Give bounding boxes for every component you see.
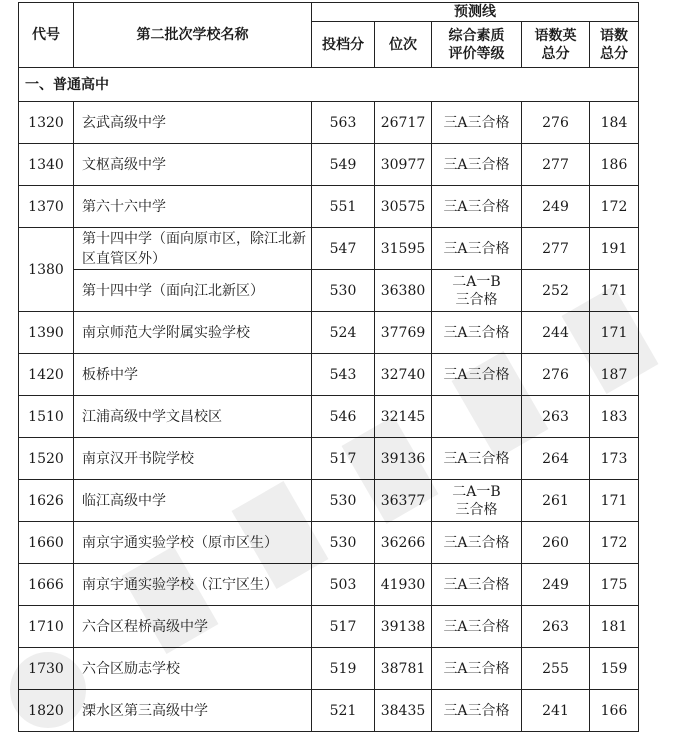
cell-ys-total: 159 — [590, 648, 639, 690]
cell-code: 1510 — [19, 396, 74, 438]
cell-rank: 38435 — [375, 690, 432, 732]
cell-school-name: 南京汉开书院学校 — [74, 438, 312, 480]
cell-code: 1390 — [19, 312, 74, 354]
cell-code: 1340 — [19, 144, 74, 186]
cell-ys-total: 191 — [590, 228, 639, 270]
table-row — [19, 648, 639, 690]
cell-grade: 三A三合格 — [432, 564, 522, 606]
table-row — [19, 228, 639, 270]
cell-score: 517 — [312, 438, 375, 480]
cell-rank: 36377 — [375, 480, 432, 522]
cell-yse-total: 277 — [522, 144, 590, 186]
cell-rank: 39138 — [375, 606, 432, 648]
cell-school-name: 文枢高级中学 — [74, 144, 312, 186]
cell-ys-total: 187 — [590, 354, 639, 396]
cell-ys-total: 172 — [590, 186, 639, 228]
cell-school-name: 六合区程桥高级中学 — [74, 606, 312, 648]
cell-score: 519 — [312, 648, 375, 690]
cell-yse-total: 277 — [522, 228, 590, 270]
table-row — [19, 144, 639, 186]
cell-score: 530 — [312, 270, 375, 312]
cell-rank: 36266 — [375, 522, 432, 564]
header-prediction-group: 预测线 — [312, 3, 639, 22]
cell-school-name: 江浦高级中学文昌校区 — [74, 396, 312, 438]
cell-ys-total: 172 — [590, 522, 639, 564]
table-row — [19, 312, 639, 354]
cell-score: 547 — [312, 228, 375, 270]
cell-yse-total: 264 — [522, 438, 590, 480]
cell-grade: 三A三合格 — [432, 228, 522, 270]
cell-rank: 31595 — [375, 228, 432, 270]
cell-yse-total: 276 — [522, 102, 590, 144]
cell-yse-total: 255 — [522, 648, 590, 690]
cell-code: 1420 — [19, 354, 74, 396]
cell-grade — [432, 396, 522, 438]
table-row — [19, 690, 639, 732]
cell-score: 546 — [312, 396, 375, 438]
header-code: 代号 — [19, 3, 74, 68]
cell-grade: 二A一B 三合格 — [432, 270, 522, 312]
cell-score: 549 — [312, 144, 375, 186]
header-grade: 综合素质 评价等级 — [432, 22, 522, 68]
cell-score: 543 — [312, 354, 375, 396]
cell-yse-total: 276 — [522, 354, 590, 396]
cell-code: 1666 — [19, 564, 74, 606]
cell-ys-total: 186 — [590, 144, 639, 186]
table-body — [19, 102, 639, 732]
cell-ys-total: 175 — [590, 564, 639, 606]
table-row — [19, 102, 639, 144]
section-title: 一、普通高中 — [19, 68, 639, 102]
cell-rank: 30575 — [375, 186, 432, 228]
cell-code: 1660 — [19, 522, 74, 564]
cell-grade: 二A一B 三合格 — [432, 480, 522, 522]
table-row — [19, 480, 639, 522]
cell-school-name: 南京宇通实验学校（江宁区生） — [74, 564, 312, 606]
cell-yse-total: 261 — [522, 480, 590, 522]
cell-score: 503 — [312, 564, 375, 606]
cell-rank: 37769 — [375, 312, 432, 354]
cell-code: 1710 — [19, 606, 74, 648]
cell-school-name: 第十四中学（面向原市区，除江北新区直管区外） — [74, 228, 312, 270]
cell-school-name: 第六十六中学 — [74, 186, 312, 228]
cell-ys-total: 171 — [590, 312, 639, 354]
cell-ys-total: 181 — [590, 606, 639, 648]
cell-score: 563 — [312, 102, 375, 144]
cell-grade: 三A三合格 — [432, 438, 522, 480]
cell-ys-total: 173 — [590, 438, 639, 480]
table-row — [19, 354, 639, 396]
cell-grade: 三A三合格 — [432, 522, 522, 564]
cell-school-name: 六合区励志学校 — [74, 648, 312, 690]
cell-ys-total: 171 — [590, 480, 639, 522]
cell-rank: 39136 — [375, 438, 432, 480]
cell-yse-total: 249 — [522, 186, 590, 228]
cell-grade: 三A三合格 — [432, 312, 522, 354]
table-row — [19, 606, 639, 648]
header-score: 投档分 — [312, 22, 375, 68]
cell-grade: 三A三合格 — [432, 102, 522, 144]
header-school-name: 第二批次学校名称 — [74, 3, 312, 68]
cell-school-name: 南京师范大学附属实验学校 — [74, 312, 312, 354]
cell-rank: 32740 — [375, 354, 432, 396]
table-row — [19, 564, 639, 606]
cell-yse-total: 263 — [522, 396, 590, 438]
cell-rank: 38781 — [375, 648, 432, 690]
cell-rank: 26717 — [375, 102, 432, 144]
cell-yse-total: 249 — [522, 564, 590, 606]
cell-school-name: 临江高级中学 — [74, 480, 312, 522]
cell-grade: 三A三合格 — [432, 606, 522, 648]
cell-grade: 三A三合格 — [432, 354, 522, 396]
cell-code: 1320 — [19, 102, 74, 144]
cell-score: 521 — [312, 690, 375, 732]
header-ys-total: 语数 总分 — [590, 22, 639, 68]
cell-code: 1820 — [19, 690, 74, 732]
cell-yse-total: 263 — [522, 606, 590, 648]
cell-grade: 三A三合格 — [432, 186, 522, 228]
table-row — [19, 270, 639, 312]
header-rank: 位次 — [375, 22, 432, 68]
cell-yse-total: 252 — [522, 270, 590, 312]
cell-code: 1370 — [19, 186, 74, 228]
cell-ys-total: 184 — [590, 102, 639, 144]
cell-rank: 32145 — [375, 396, 432, 438]
cell-grade: 三A三合格 — [432, 690, 522, 732]
cell-school-name: 板桥中学 — [74, 354, 312, 396]
admission-table — [18, 2, 639, 732]
cell-yse-total: 260 — [522, 522, 590, 564]
cell-rank: 30977 — [375, 144, 432, 186]
cell-code: 1520 — [19, 438, 74, 480]
cell-ys-total: 183 — [590, 396, 639, 438]
cell-score: 524 — [312, 312, 375, 354]
header-yse-total: 语数英 总分 — [522, 22, 590, 68]
cell-school-name: 南京宇通实验学校（原市区生） — [74, 522, 312, 564]
cell-school-name: 溧水区第三高级中学 — [74, 690, 312, 732]
cell-grade: 三A三合格 — [432, 144, 522, 186]
table-row — [19, 522, 639, 564]
cell-score: 530 — [312, 480, 375, 522]
table-row — [19, 396, 639, 438]
cell-school-name: 第十四中学（面向江北新区） — [74, 270, 312, 312]
cell-rank: 41930 — [375, 564, 432, 606]
cell-rank: 36380 — [375, 270, 432, 312]
cell-school-name: 玄武高级中学 — [74, 102, 312, 144]
cell-score: 517 — [312, 606, 375, 648]
cell-score: 551 — [312, 186, 375, 228]
cell-yse-total: 241 — [522, 690, 590, 732]
cell-code: 1380 — [19, 228, 74, 312]
cell-ys-total: 171 — [590, 270, 639, 312]
cell-grade: 三A三合格 — [432, 648, 522, 690]
cell-ys-total: 166 — [590, 690, 639, 732]
cell-code: 1730 — [19, 648, 74, 690]
cell-yse-total: 244 — [522, 312, 590, 354]
cell-code: 1626 — [19, 480, 74, 522]
table-row — [19, 438, 639, 480]
cell-score: 530 — [312, 522, 375, 564]
table-row — [19, 186, 639, 228]
